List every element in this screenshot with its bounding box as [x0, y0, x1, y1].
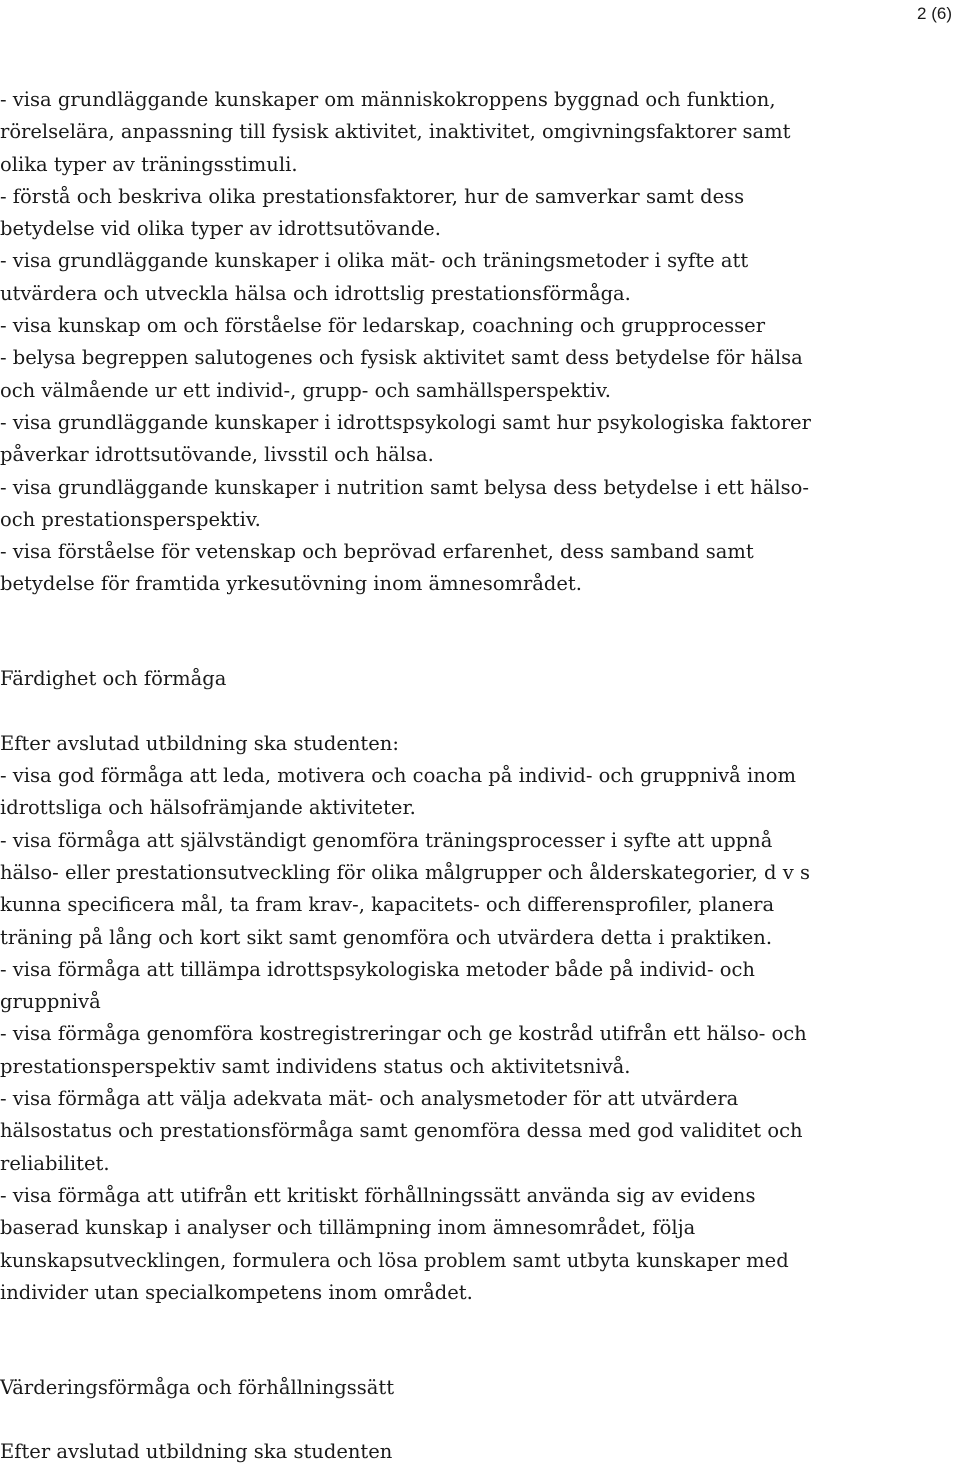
text-line: - visa grundläggande kunskaper i nutrition samt belysa dess betydelse i ett hälso-	[0, 475, 809, 499]
text-line: - visa kunskap om och förståelse för ledarskap, coachning och grupprocesser	[0, 314, 766, 338]
text-line: - visa god förmåga att leda, motivera och coacha på individ- och gruppnivå inom	[0, 764, 797, 788]
text-line: - förstå och beskriva olika prestationsfaktorer, hur de samverkar samt dess	[0, 184, 745, 208]
text-line: hälso- eller prestationsutveckling för olika målgrupper och ålderskategorier, d v s	[0, 860, 810, 884]
text-line: och prestationsperspektiv.	[0, 507, 261, 531]
values-heading: Värderingsförmåga och förhållningssätt	[0, 1376, 395, 1400]
text-line: - visa förmåga att självständigt genomföra träningsprocesser i syfte att uppnå	[0, 828, 773, 852]
text-line: utvärdera och utveckla hälsa och idrottslig prestationsförmåga.	[0, 281, 631, 305]
text-line: - visa förmåga att tillämpa idrottspsykologiska metoder både på individ- och	[0, 957, 755, 981]
text-line: individer utan specialkompetens inom området.	[0, 1280, 473, 1304]
text-line: - visa förmåga genomföra kostregistreringar och ge kostråd utifrån ett hälso- och	[0, 1022, 807, 1046]
text-line: rörelselära, anpassning till fysisk aktivitet, inaktivitet, omgivningsfaktorer samt	[0, 120, 791, 144]
skills-outcomes	[0, 728, 960, 1309]
text-line: och välmående ur ett individ-, grupp- och samhällsperspektiv.	[0, 378, 611, 402]
skills-heading: Färdighet och förmåga	[0, 666, 227, 690]
text-line: - visa grundläggande kunskaper i idrottspsykologi samt hur psykologiska faktorer	[0, 410, 811, 434]
text-line: - visa grundläggande kunskaper om människokroppens byggnad och funktion,	[0, 88, 776, 111]
text-line: gruppnivå	[0, 990, 101, 1014]
text-line: - visa grundläggande kunskaper i olika mät- och träningsmetoder i syfte att	[0, 249, 749, 273]
text-line: betydelse för framtida yrkesutövning inom ämnesområdet.	[0, 572, 582, 596]
values-intro: Efter avslutad utbildning ska studenten	[0, 1440, 393, 1464]
text-line: träning på lång och kort sikt samt genomföra och utvärdera detta i praktiken.	[0, 925, 773, 949]
page-number: 2 (6)	[917, 4, 952, 23]
text-line: påverkar idrottsutövande, livsstil och hälsa.	[0, 443, 434, 467]
text-line: prestationsperspektiv samt individens status och aktivitetsnivå.	[0, 1054, 631, 1078]
text-line: baserad kunskap i analyser och tillämpning inom ämnesområdet, följa	[0, 1216, 696, 1240]
knowledge-outcomes	[0, 84, 960, 601]
document-body	[0, 84, 960, 1468]
text-line: betydelse vid olika typer av idrottsutövande.	[0, 217, 441, 241]
text-line: kunna specificera mål, ta fram krav-, kapacitets- och differensprofiler, planera	[0, 893, 775, 917]
text-line: - visa förmåga att välja adekvata mät- och analysmetoder för att utvärdera	[0, 1087, 739, 1111]
text-line: idrottsliga och hälsofrämjande aktiviteter.	[0, 796, 416, 820]
text-line: - visa förmåga att utifrån ett kritiskt förhållningssätt använda sig av evidens	[0, 1183, 756, 1207]
text-line: - visa förståelse för vetenskap och beprövad erfarenhet, dess samband samt	[0, 540, 754, 564]
text-line: Efter avslutad utbildning ska studenten:	[0, 731, 399, 755]
text-line: kunskapsutvecklingen, formulera och lösa problem samt utbyta kunskaper med	[0, 1248, 789, 1272]
text-line: hälsostatus och prestationsförmåga samt genomföra dessa med god validitet och	[0, 1119, 803, 1143]
text-line: reliabilitet.	[0, 1151, 110, 1175]
text-line: - belysa begreppen salutogenes och fysisk aktivitet samt dess betydelse för hälsa	[0, 346, 803, 370]
text-line: olika typer av träningsstimuli.	[0, 152, 298, 176]
